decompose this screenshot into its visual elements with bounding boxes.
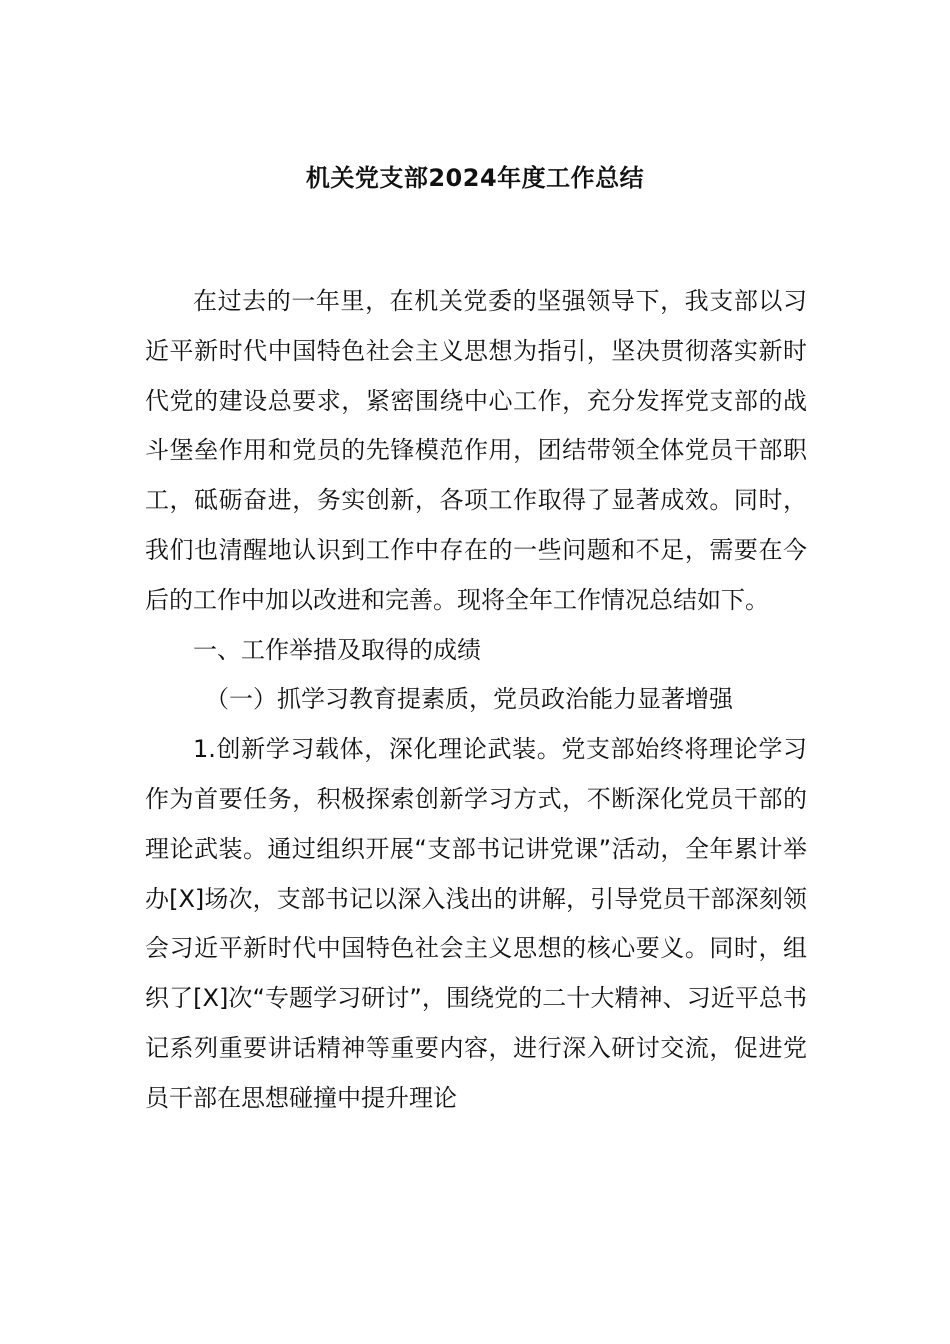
document-title: 机关党支部2024年度工作总结 bbox=[305, 164, 645, 192]
subsection-heading: （一）抓学习教育提素质，党员政治能力显著增强 bbox=[205, 685, 733, 714]
section-heading: 一、工作举措及取得的成绩 bbox=[193, 635, 481, 664]
document-body bbox=[145, 277, 807, 1124]
intro-paragraph: 在过去的一年里，在机关党委的坚强领导下，我支部以习近平新时代中国特色社会主义思想为指引，坚决贯彻落实新时代党的建设总要求，紧密围绕中心工作，充分发挥党支部的战斗堡垒作用和党员的先锋模范作用，团结带领全体党员干部职工，砥砺奋进，务实创新，各项工作取得了显著成效。同时，我们也清醒地认识到工作中存在的一些问题和不足，需要在今后的工作中加以改进和完善。现将全年工作情况总结如下。 bbox=[145, 287, 807, 614]
point-paragraph: 1.创新学习载体，深化理论武装。党支部始终将理论学习作为首要任务，积极探索创新学习方式，不断深化党员干部的理论武装。通过组织开展“支部书记讲党课”活动，全年累计举办[X]场次，支部书记以深入浅出的讲解，引导党员干部深刻领会习近平新时代中国特色社会主义思想的核心要义。同时，组织了[X]次“专题学习研讨”，围绕党的二十大精神、习近平总书记系列重要讲话精神等重要内容，进行深入研讨交流，促进党员干部在思想碰撞中提升理论 bbox=[145, 735, 807, 1112]
